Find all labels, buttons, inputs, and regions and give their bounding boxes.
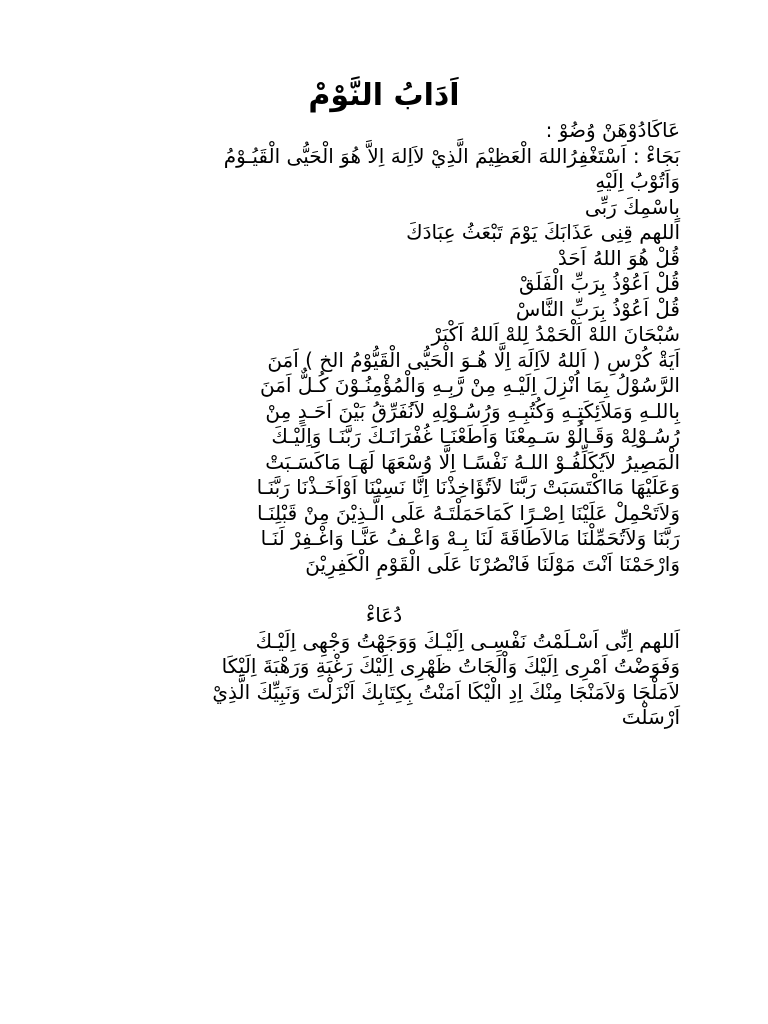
document-body: [88, 118, 680, 731]
intro-line: بَجَاءْ : اَسْتَغْفِرُاللهَ الْعَظِيْمَ الَّذِيْ لاَاِلهَ اِلاَّ هُوَ الْحَيُّى الْقَيُـوْمُ: [223, 143, 680, 168]
ayat-line: وَلاَتَحْمِلْ عَلَيْنَا اِصْـرًا كَمَاحَمَلْتَـهُ عَلَى الَّـذِيْنَ مِنْ قَبْلِنَـا: [257, 500, 680, 525]
dua-line: اَللهم اِنِّى اَسْـلَمْتُ نَفْسِـى اِلَيْـكَ وَوَجَهْتُ وَجْهِى اِلَيْـكَ: [255, 628, 680, 653]
ayat-line: وَارْحَمْنَا اَنْتَ مَوْلَنَا فَانْصُرْنَا عَلَى الْقَوْمِ الْكَفِرِيْنَ: [305, 551, 680, 576]
paragraph-gap: [88, 577, 680, 603]
intro-line: قُلْ هُوَ اللهُ اَحَدْ: [557, 245, 680, 270]
dua-line: لاَمَلْجَا وَلاَمَنْجَا مِنْكَ اِدِ الْيْكَا اَمَنْتُ بِكِتَابِكَ اَنْزَلْتَ وَنَبِيِّكَ الَّذِيْ: [212, 679, 680, 704]
intro-line: قُلْ اَعُوْذُ بِرَبِّ الْفَلَقْ: [518, 271, 680, 295]
intro-line: سُبْحَانَ اللهْ اَلْحَمْدُ لِلهْ اَللهُ اَكْبَرْ: [431, 322, 680, 346]
ayat-line: الْمَصِيرُ لاَيُكَلِّفُـوْ اللـهُ نَفْسًـا اِلَّا وُسْعَهَا لَهَـا مَاكَسَـبَتْ: [265, 449, 680, 474]
intro-line: بِاسْمِكَ رَبِّى: [584, 194, 680, 219]
dua-heading: دُعَاءْ: [365, 603, 403, 627]
dua-line: وَفَوَضْتُ اَمْرِى اِلَيْكَ وَاْلَجَاتُ ظَهْرِى اِلَيْكَ رَغْبَةِ وَرَهْبَةَ اِلَيْكَا: [221, 654, 680, 678]
ayat-line: اَيَةْ كُرْسِ ( اَللهُ لاَاِلَهَ اِلَّا هُـوَ الْحَيُّى الْقَيُّوْمُ الخ ) اَمَنَ: [267, 347, 680, 372]
ayat-line: الرَّسُوْلُ بِمَا اُنْزِلَ اِلَيْـهِ مِنْ رَّبِـهِ وَالْمُؤْمِنُـوْنَ كُـلٌّ اَمَنَ: [260, 373, 680, 397]
intro-line: اَللهم قِنِى عَذَابَكَ يَوْمَ تَبْعَثُ عِبَادَكَ: [406, 220, 680, 244]
ayat-line: رُسُـوْلِهْ وَقَـالُوْ سَـمِعْنَا وَاَطَعْنَـا غُفْرَانَـكَ رَبَّنَـا وَاِلَيْـكَ: [271, 424, 680, 448]
ayat-line: وَعَلَيْهَا مَااكْتَسَبَتْ رَبَّنَا لاَتُؤَاخِذْنَا اِنَّا نَسِيْنَا اَوْاَخَـذْنَا رَبَّنَـا: [256, 475, 680, 499]
ayat-line: رَبَّنَا وَلاَتُحَمِّلْنَا مَالاَطَاقَةَ لَنَا بِـهْ وَاعْـفُ عَنَّـا وَاغْـفِرْ لَنَـا: [260, 526, 680, 550]
dua-line: اَرْسَلْتَ: [621, 705, 680, 729]
page-title: اَدَابُ النَّوْمْ: [308, 78, 460, 113]
intro-line: قُلْ اَعُوْذُ بِرَبِّ النَّاسْ: [515, 296, 680, 321]
ayat-line: بِاللـهِ وَمَلاَئِكَتِـهِ وَكُتُبِـهِ وَرُسُـوْلِهِ لاَنُفَرِّقُ بَيْنَ اَحَـدٍ مِنْ: [265, 398, 680, 423]
intro-line: وَاَتُوْبُ اِلَيْهِ: [595, 169, 680, 193]
intro-line: عَاكَادُوْهَنْ وُضُوْ :: [545, 118, 680, 142]
